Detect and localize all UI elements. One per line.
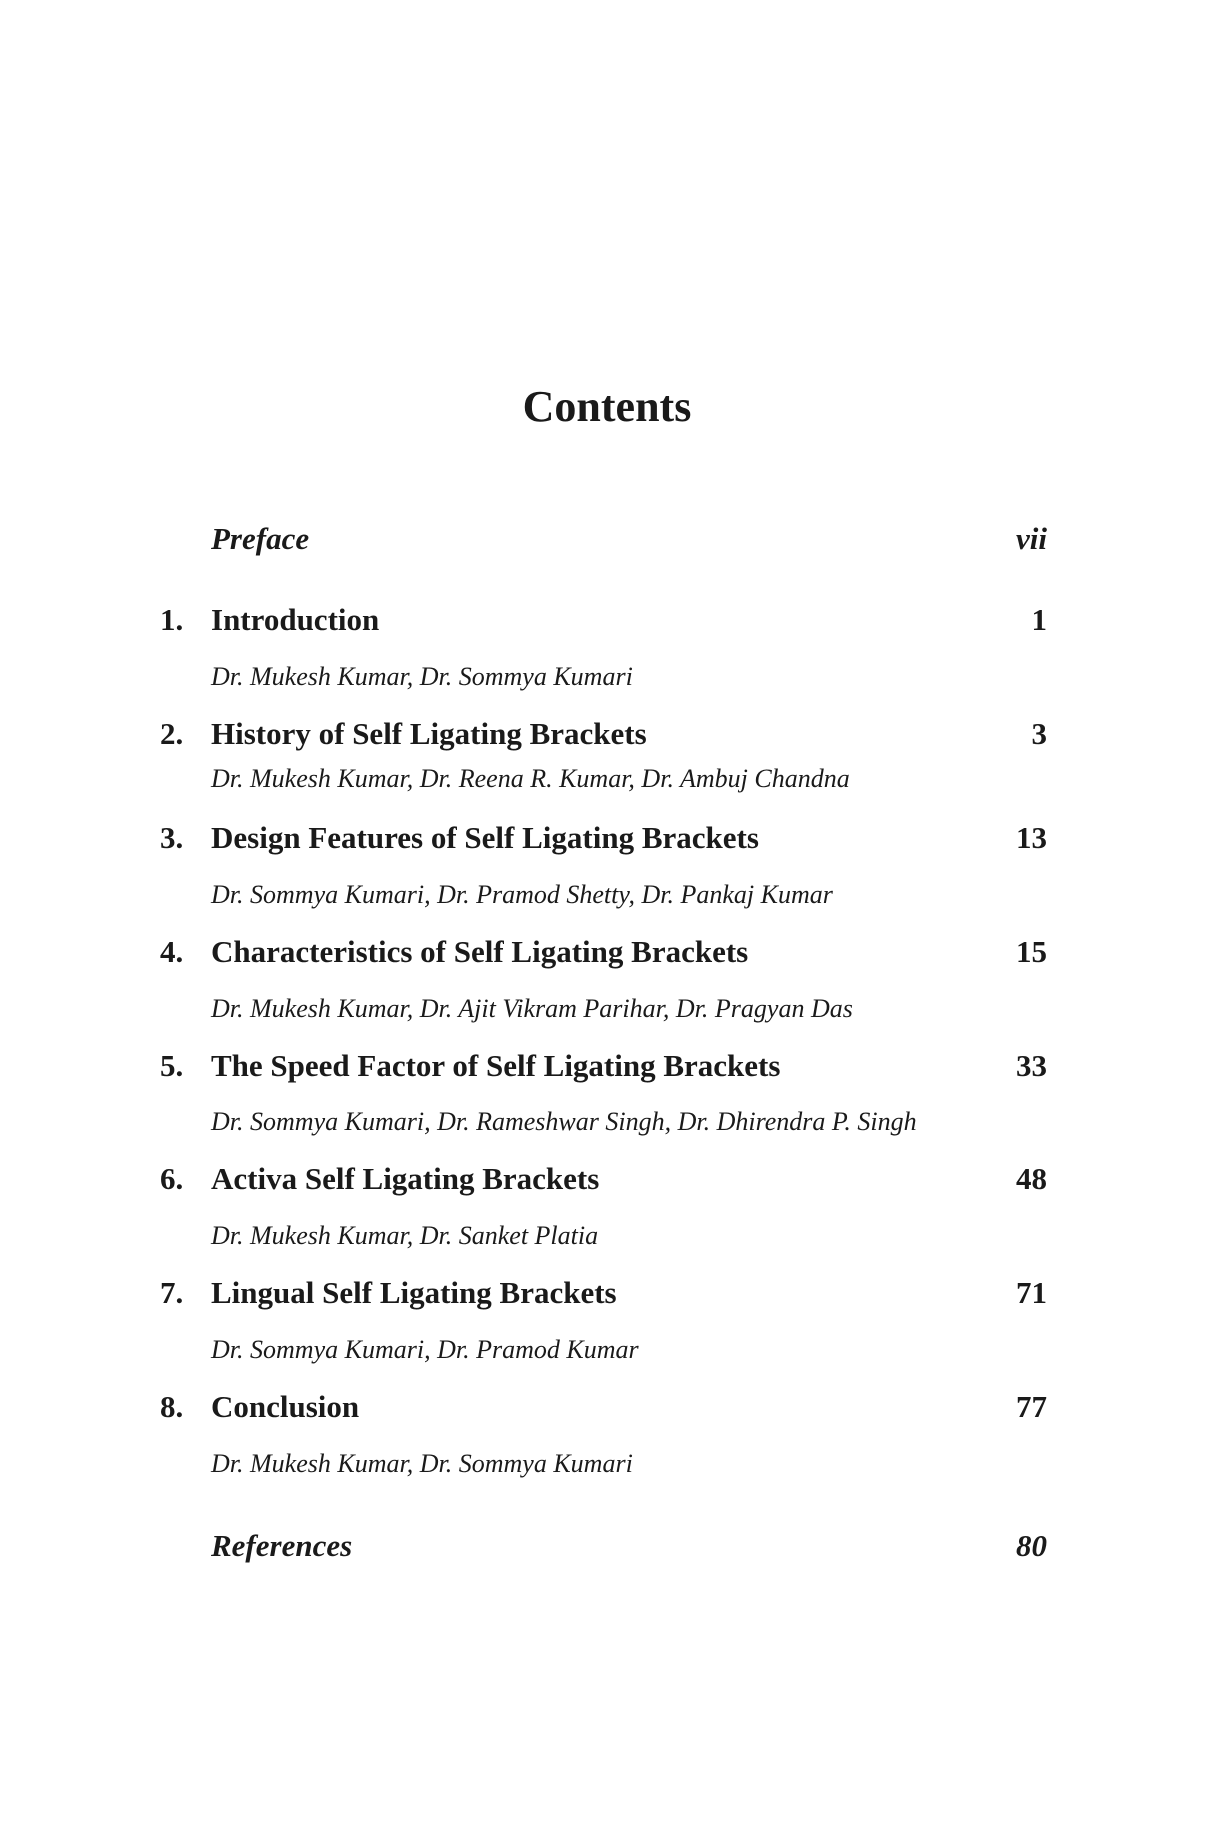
chapter-authors: Dr. Mukesh Kumar, Dr. Sommya Kumari	[211, 1449, 633, 1478]
toc-entry-chapter-2[interactable]	[0, 714, 1214, 754]
chapter-authors: Dr. Mukesh Kumar, Dr. Ajit Vikram Parihar, Dr. Pragyan Das	[211, 994, 853, 1023]
chapter-page: 71	[1016, 1275, 1047, 1310]
toc-entry-preface[interactable]	[0, 519, 1214, 559]
chapter-page: 13	[1016, 820, 1047, 855]
toc-entry-chapter-7[interactable]	[0, 1273, 1214, 1313]
chapter-authors: Dr. Mukesh Kumar, Dr. Sommya Kumari	[211, 662, 633, 691]
chapter-number: 3.	[160, 820, 184, 855]
chapter-page: 1	[1031, 602, 1047, 637]
chapter-title: Characteristics of Self Ligating Brackets	[211, 934, 749, 969]
chapter-title: History of Self Ligating Brackets	[211, 716, 647, 751]
toc-entry-chapter-6[interactable]	[0, 1159, 1214, 1199]
chapter-title: Activa Self Ligating Brackets	[211, 1161, 600, 1196]
chapter-title: Conclusion	[211, 1389, 360, 1424]
chapter-title: Design Features of Self Ligating Brackets	[211, 820, 759, 855]
chapter-authors: Dr. Sommya Kumari, Dr. Pramod Kumar	[211, 1335, 639, 1364]
chapter-authors: Dr. Mukesh Kumar, Dr. Sanket Platia	[211, 1221, 599, 1250]
references-label: References	[211, 1528, 353, 1563]
toc-entry-chapter-1[interactable]	[0, 600, 1214, 640]
chapter-authors: Dr. Sommya Kumari, Dr. Pramod Shetty, Dr. Pankaj Kumar	[211, 880, 833, 909]
chapter-authors: Dr. Mukesh Kumar, Dr. Reena R. Kumar, Dr. Ambuj Chandna	[211, 764, 850, 793]
chapter-number: 8.	[160, 1389, 184, 1424]
chapter-title: Lingual Self Ligating Brackets	[211, 1275, 617, 1310]
toc-entry-chapter-4[interactable]	[0, 932, 1214, 972]
references-page: 80	[1016, 1528, 1047, 1563]
chapter-number: 4.	[160, 934, 184, 969]
toc-entry-chapter-5[interactable]	[0, 1046, 1214, 1086]
chapter-authors: Dr. Sommya Kumari, Dr. Rameshwar Singh, Dr. Dhirendra P. Singh	[211, 1107, 917, 1136]
chapter-page: 3	[1031, 716, 1047, 751]
chapter-page: 48	[1016, 1161, 1047, 1196]
preface-label: Preface	[211, 521, 310, 556]
toc-entry-chapter-3[interactable]	[0, 818, 1214, 858]
toc-entry-chapter-8[interactable]	[0, 1387, 1214, 1427]
chapter-number: 7.	[160, 1275, 184, 1310]
chapter-number: 2.	[160, 716, 184, 751]
chapter-page: 15	[1016, 934, 1047, 969]
chapter-number: 5.	[160, 1048, 184, 1083]
chapter-number: 6.	[160, 1161, 184, 1196]
preface-page: vii	[1016, 521, 1047, 556]
chapter-title: Introduction	[211, 602, 380, 637]
chapter-number: 1.	[160, 602, 184, 637]
chapter-page: 77	[1016, 1389, 1047, 1424]
chapter-page: 33	[1016, 1048, 1047, 1083]
toc-entry-references[interactable]	[0, 1526, 1214, 1566]
page-title: Contents	[522, 382, 692, 431]
chapter-title: The Speed Factor of Self Ligating Brackets	[211, 1048, 781, 1083]
